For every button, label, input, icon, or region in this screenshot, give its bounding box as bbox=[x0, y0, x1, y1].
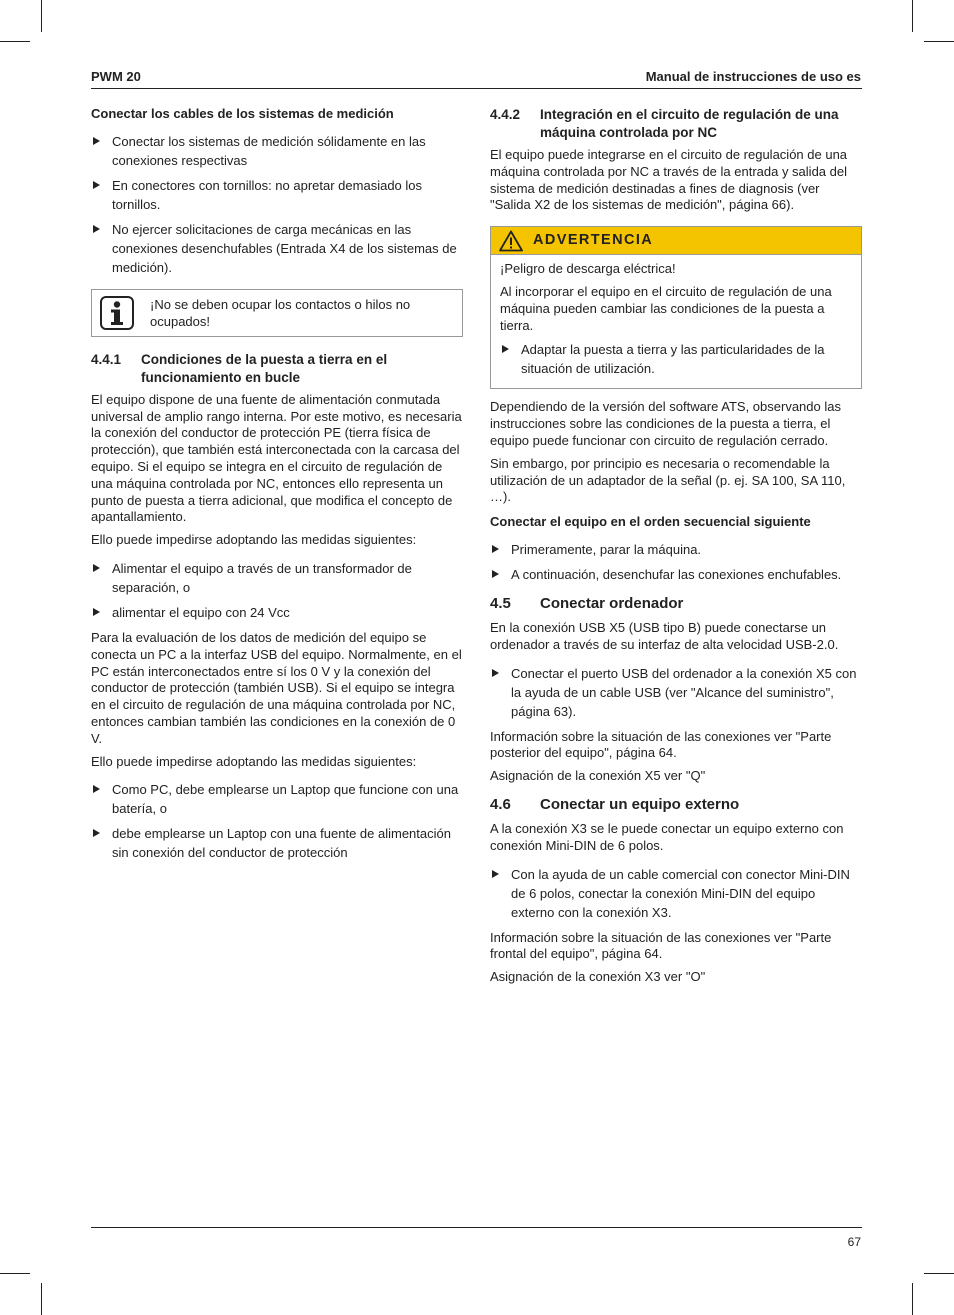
page-number: 67 bbox=[847, 1235, 861, 1249]
header-rule bbox=[91, 88, 862, 89]
paragraph: Asignación de la conexión X3 ver "O" bbox=[490, 969, 706, 985]
crop-mark bbox=[912, 0, 913, 32]
section-number: 4.5 bbox=[490, 594, 511, 612]
paragraph: Para la evaluación de los datos de medición del equipo se conecta un PC a la interfaz USB del equipo. Normalmente, en el PC están interconectados entre sí los 0 V y la conexión del conductor de protección (también USB). Si el equipo se integra en el circuito de regulación de una máquina controlada por NC, entonces cambian también las condiciones en la conexión de 0 V. bbox=[91, 629, 462, 746]
section-title: Conectar ordenador bbox=[540, 594, 684, 612]
crop-mark bbox=[41, 0, 42, 32]
left-column bbox=[91, 106, 463, 870]
paragraph: Sin embargo, por principio es necesaria o recomendable la utilización de un adaptador de la señal (p. ej. SA 100, SA 110, …). bbox=[490, 455, 846, 505]
section-heading-4-4-1 bbox=[91, 351, 463, 387]
section-heading-4-6 bbox=[490, 795, 862, 815]
section-heading-4-4-2 bbox=[490, 106, 862, 142]
crop-mark bbox=[924, 41, 954, 42]
bullet-item: En conectores con tornillos: no apretar demasiado los tornillos. bbox=[91, 176, 463, 214]
paragraph: Ello puede impedirse adoptando las medidas siguientes: bbox=[91, 753, 417, 769]
bullet-item: Conectar los sistemas de medición sólidamente en las conexiones respectivas bbox=[91, 132, 463, 170]
bullet-item: Como PC, debe emplearse un Laptop que funcione con una batería, o bbox=[91, 780, 463, 818]
paragraph: Información sobre la situación de las conexiones ver "Parte frontal del equipo", página 64. bbox=[490, 929, 832, 962]
paragraph: En la conexión USB X5 (USB tipo B) puede conectarse un ordenador a través de su interfaz de alta velocidad USB-2.0. bbox=[490, 619, 839, 652]
bullet-list bbox=[500, 340, 852, 378]
paragraph: Asignación de la conexión X5 ver "Q" bbox=[490, 768, 706, 784]
warning-header bbox=[491, 227, 861, 255]
paragraph: A la conexión X3 se le puede conectar un equipo externo con conexión Mini-DIN de 6 polos. bbox=[490, 820, 844, 853]
bullet-item: A continuación, desenchufar las conexiones enchufables. bbox=[490, 565, 862, 584]
header-product: PWM 20 bbox=[91, 69, 141, 84]
paragraph: Información sobre la situación de las conexiones ver "Parte posterior del equipo", página 64. bbox=[490, 728, 832, 761]
info-icon bbox=[100, 296, 134, 330]
bullet-item: No ejercer solicitaciones de carga mecánicas en las conexiones desenchufables (Entrada X4 de los sistemas de medición). bbox=[91, 220, 463, 277]
bullet-list bbox=[91, 132, 463, 277]
warning-text: Al incorporar el equipo en el circuito de regulación de una máquina pueden cambiar las condiciones de la puesta a tierra. bbox=[500, 283, 832, 333]
bullet-item: alimentar el equipo con 24 Vcc bbox=[91, 603, 463, 622]
warning-triangle-icon bbox=[499, 230, 523, 252]
section-number: 4.4.2 bbox=[490, 107, 521, 122]
bullet-item: Con la ayuda de un cable comercial con conector Mini-DIN de 6 polos, conectar la conexión Mini-DIN del equipo externo con la conexión X3. bbox=[490, 865, 862, 922]
section-number: 4.6 bbox=[490, 795, 511, 813]
crop-mark bbox=[912, 1283, 913, 1315]
paragraph: Ello puede impedirse adoptando las medidas siguientes: bbox=[91, 532, 417, 548]
footer-rule bbox=[91, 1227, 862, 1228]
right-column bbox=[490, 106, 862, 992]
bullet-item: Adaptar la puesta a tierra y las particularidades de la situación de utilización. bbox=[500, 340, 852, 378]
bullet-item: Conectar el puerto USB del ordenador a la conexión X5 con la ayuda de un cable USB (ver "Alcance del suministro", página 63). bbox=[490, 664, 862, 721]
bullet-item: Primeramente, parar la máquina. bbox=[490, 540, 862, 559]
bullet-list bbox=[91, 780, 463, 862]
crop-mark bbox=[924, 1273, 954, 1274]
section-title: Integración en el circuito de regulación de una máquina controlada por NC bbox=[540, 107, 839, 140]
section-number: 4.4.1 bbox=[91, 351, 122, 367]
paragraph: Dependiendo de la versión del software ATS, observando las instrucciones sobre las condiciones de la puesta a tierra, el equipo puede funcionar con circuito de regulación cerrado. bbox=[490, 399, 841, 448]
section-title: Conectar un equipo externo bbox=[540, 795, 740, 813]
bullet-item: Alimentar el equipo a través de un transformador de separación, o bbox=[91, 559, 463, 597]
warning-text: ¡Peligro de descarga eléctrica! bbox=[500, 261, 676, 277]
paragraph: El equipo puede integrarse en el circuito de regulación de una máquina controlada por NC a través de la entrada y salida del sistema de medición destinadas a fines de diagnosis (ver "Salida X2 de los sistemas de medición", página 66). bbox=[490, 147, 848, 213]
bullet-item: debe emplearse un Laptop con una fuente de alimentación sin conexión del conductor de protección bbox=[91, 824, 463, 862]
section-heading-4-5 bbox=[490, 594, 862, 614]
crop-mark bbox=[0, 1273, 30, 1274]
warning-body bbox=[491, 255, 861, 388]
info-note-text: ¡No se deben ocupar los contactos o hilos no ocupados! bbox=[150, 296, 411, 329]
bullet-list bbox=[91, 559, 463, 622]
crop-mark bbox=[0, 41, 30, 42]
subheading-sequence: Conectar el equipo en el orden secuencial siguiente bbox=[490, 514, 811, 530]
warning-title: ADVERTENCIA bbox=[533, 232, 654, 249]
warning-box bbox=[490, 226, 862, 389]
subheading-connect-cables: Conectar los cables de los sistemas de medición bbox=[91, 106, 394, 121]
bullet-list bbox=[490, 865, 862, 922]
paragraph: El equipo dispone de una fuente de alimentación conmutada universal de amplio rango interna. Por este motivo, es necesaria la conexión del conductor de protección PE (tierra física de protección), que también está interconectada con la carcasa del equipo. Si el equipo se integra en el circuito de regulación de una máquina controlada por NC, entonces ello representa un punto de puesta a tierra adicional, que modifica el concepto de apantallamiento. bbox=[91, 391, 462, 525]
header-manual-title: Manual de instrucciones de uso es bbox=[645, 69, 861, 84]
bullet-list bbox=[490, 664, 862, 721]
info-note-box bbox=[91, 289, 463, 337]
crop-mark bbox=[41, 1283, 42, 1315]
section-title: Condiciones de la puesta a tierra en el funcionamiento en bucle bbox=[141, 351, 388, 385]
bullet-list bbox=[490, 540, 862, 584]
